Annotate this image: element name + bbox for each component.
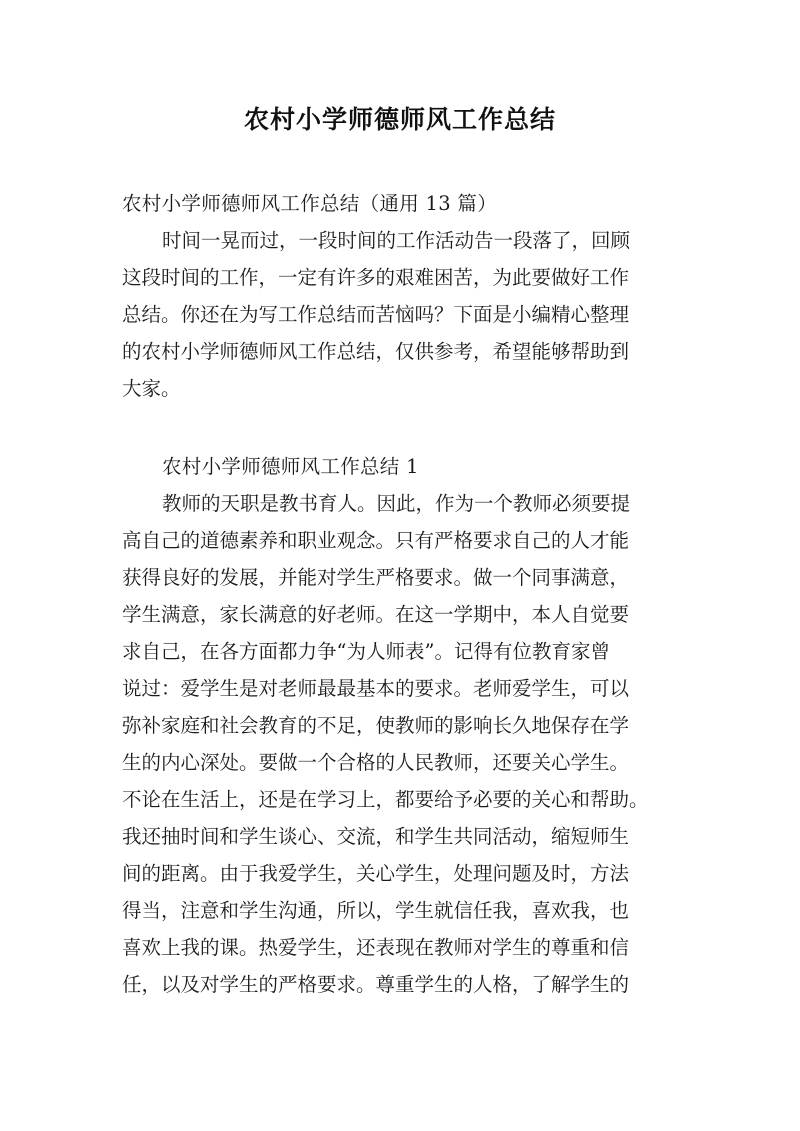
body-line: 得当，注意和学生沟通，所以，学生就信任我，喜欢我，也 — [122, 899, 630, 922]
body-line: 获得良好的发展，并能对学生严格要求。做一个同事满意， — [122, 566, 630, 589]
body-line: 教师的天职是教书育人。因此，作为一个教师必须要提 — [162, 492, 631, 515]
body-line: 学生满意，家长满意的好老师。在这一学期中，本人自觉要 — [122, 603, 630, 626]
document-title: 农村小学师德师风工作总结 — [243, 105, 556, 134]
body-line: 说过：爱学生是对老师最最基本的要求。老师爱学生，可以 — [122, 677, 630, 700]
body-line: 任，以及对学生的严格要求。尊重学生的人格，了解学生的 — [122, 973, 630, 996]
body-line: 求自己，在各方面都力争“为人师表”。记得有位教育家曾 — [122, 640, 610, 663]
intro-line: 的农村小学师德师风工作总结，仅供参考，希望能够帮助到 — [122, 340, 630, 363]
intro-line: 总结。你还在为写工作总结而苦恼吗？下面是小编精心整理 — [122, 303, 630, 326]
intro-line: 时间一晃而过，一段时间的工作活动告一段落了，回顾 — [162, 229, 631, 252]
body-line: 我还抽时间和学生谈心、交流，和学生共同活动，缩短师生 — [122, 825, 630, 848]
body-line: 喜欢上我的课。热爱学生，还表现在教师对学生的尊重和信 — [122, 936, 630, 959]
body-line: 不论在生活上，还是在学习上，都要给予必要的关心和帮助。 — [122, 788, 649, 811]
body-line: 间的距离。由于我爱学生，关心学生，处理问题及时，方法 — [122, 862, 630, 885]
document-subtitle: 农村小学师德师风工作总结（通用 13 篇） — [122, 192, 498, 215]
body-line: 高自己的道德素养和职业观念。只有严格要求自己的人才能 — [122, 529, 630, 552]
intro-line: 大家。 — [122, 377, 181, 400]
body-line: 弥补家庭和社会教育的不足，使教师的影响长久地保存在学 — [122, 714, 630, 737]
body-line: 生的内心深处。要做一个合格的人民教师，还要关心学生。 — [122, 751, 630, 774]
intro-line: 这段时间的工作，一定有许多的艰难困苦，为此要做好工作 — [122, 266, 630, 289]
section-heading: 农村小学师德师风工作总结 1 — [162, 455, 419, 478]
